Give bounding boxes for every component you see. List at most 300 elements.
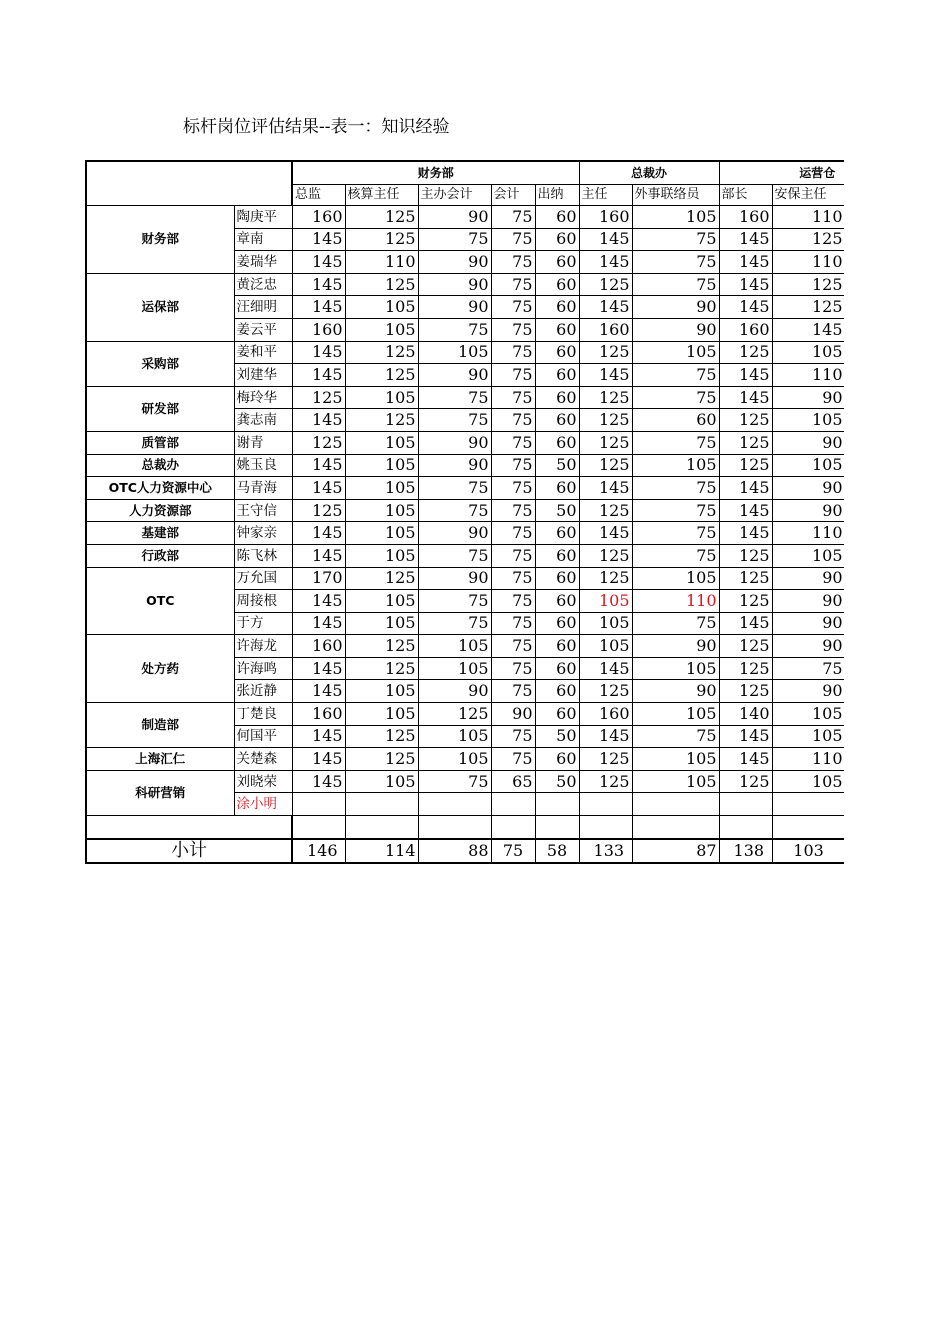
- table-row: [86, 567, 844, 590]
- score-cell: 75: [491, 499, 535, 522]
- subtotal-value: 58: [535, 839, 579, 863]
- score-cell: 145: [719, 477, 772, 500]
- score-cell: 145: [292, 251, 345, 274]
- score-cell: 90: [772, 590, 844, 613]
- score-cell: 145: [292, 296, 345, 319]
- score-cell: 75: [491, 318, 535, 341]
- score-cell: 145: [719, 522, 772, 545]
- score-cell: 145: [292, 364, 345, 387]
- score-cell: 60: [535, 386, 579, 409]
- score-cell: 125: [719, 454, 772, 477]
- score-cell: 145: [772, 318, 844, 341]
- employee-name-cell: 万允国: [234, 567, 292, 590]
- position-header: 会计: [491, 185, 535, 206]
- score-cell: 145: [292, 590, 345, 613]
- score-cell: 75: [491, 725, 535, 748]
- score-cell: 160: [719, 318, 772, 341]
- score-cell: 75: [491, 386, 535, 409]
- score-cell: 75: [632, 725, 719, 748]
- score-cell: 110: [345, 251, 418, 274]
- score-cell: 75: [418, 318, 491, 341]
- score-cell: 110: [772, 364, 844, 387]
- score-cell: 75: [491, 273, 535, 296]
- blank-cell: [418, 816, 491, 839]
- score-cell: 90: [632, 318, 719, 341]
- department-header: 总裁办: [579, 161, 719, 185]
- score-cell: 145: [719, 251, 772, 274]
- score-cell: 145: [719, 612, 772, 635]
- score-cell: 125: [719, 544, 772, 567]
- score-cell: 160: [719, 206, 772, 229]
- score-cell: 75: [632, 612, 719, 635]
- score-cell: 110: [772, 748, 844, 771]
- score-cell: 75: [491, 590, 535, 613]
- score-cell: 125: [345, 228, 418, 251]
- score-cell: 125: [345, 748, 418, 771]
- score-cell: 125: [719, 680, 772, 703]
- score-cell: 75: [491, 612, 535, 635]
- score-cell: 60: [632, 409, 719, 432]
- score-cell: 75: [491, 522, 535, 545]
- score-cell: 160: [292, 635, 345, 658]
- score-cell: 105: [418, 635, 491, 658]
- score-cell: 125: [345, 635, 418, 658]
- employee-name-cell: 于方: [234, 612, 292, 635]
- score-cell: 50: [535, 454, 579, 477]
- employee-name-cell: 张近静: [234, 680, 292, 703]
- score-cell: 105: [632, 341, 719, 364]
- blank-cell: [86, 816, 292, 839]
- score-cell: 60: [535, 273, 579, 296]
- score-cell: 125: [579, 567, 632, 590]
- department-group-cell: 制造部: [86, 703, 234, 748]
- score-cell: [535, 793, 579, 816]
- score-cell: 125: [772, 228, 844, 251]
- score-cell: 145: [292, 748, 345, 771]
- employee-name-cell: 梅玲华: [234, 386, 292, 409]
- score-cell: 60: [535, 477, 579, 500]
- score-cell: 125: [579, 544, 632, 567]
- score-cell: 105: [418, 725, 491, 748]
- employee-name-cell: 刘建华: [234, 364, 292, 387]
- score-cell: 105: [345, 477, 418, 500]
- blank-cell: [292, 816, 345, 839]
- score-cell: 75: [491, 657, 535, 680]
- score-cell: 145: [579, 251, 632, 274]
- score-cell: 105: [345, 454, 418, 477]
- score-cell: 60: [535, 409, 579, 432]
- employee-name-cell: 陶庚平: [234, 206, 292, 229]
- score-cell: 75: [491, 206, 535, 229]
- department-group-cell: 财务部: [86, 206, 234, 274]
- score-cell: 125: [292, 386, 345, 409]
- score-cell: 125: [719, 567, 772, 590]
- department-group-cell: 总裁办: [86, 454, 234, 477]
- table-row: [86, 703, 844, 726]
- score-cell: 75: [632, 386, 719, 409]
- department-group-cell: 质管部: [86, 431, 234, 454]
- employee-name-cell: 刘晓荣: [234, 770, 292, 793]
- score-cell: 75: [772, 657, 844, 680]
- score-cell: 125: [579, 770, 632, 793]
- score-cell: 105: [772, 703, 844, 726]
- score-cell: 125: [719, 770, 772, 793]
- score-cell: 125: [345, 341, 418, 364]
- score-cell: 125: [719, 657, 772, 680]
- score-cell: 105: [345, 296, 418, 319]
- score-cell: 75: [491, 228, 535, 251]
- score-cell: 105: [418, 657, 491, 680]
- score-cell: 75: [632, 364, 719, 387]
- score-cell: 90: [418, 522, 491, 545]
- score-cell: 60: [535, 228, 579, 251]
- score-cell: 110: [632, 590, 719, 613]
- score-cell: 75: [491, 635, 535, 658]
- score-cell: 90: [772, 386, 844, 409]
- blank-cell: [535, 816, 579, 839]
- table-row: [86, 273, 844, 296]
- score-cell: 60: [535, 318, 579, 341]
- score-cell: 105: [345, 680, 418, 703]
- blank-cell: [579, 816, 632, 839]
- position-header: 部长: [719, 185, 772, 206]
- blank-cell: [345, 816, 418, 839]
- score-cell: 145: [292, 477, 345, 500]
- score-cell: 50: [535, 499, 579, 522]
- employee-name-cell: 关楚森: [234, 748, 292, 771]
- position-header: 外事联络员: [632, 185, 719, 206]
- score-cell: 90: [418, 206, 491, 229]
- score-cell: 145: [292, 273, 345, 296]
- score-cell: 125: [345, 364, 418, 387]
- employee-name-cell: 钟家亲: [234, 522, 292, 545]
- blank-cell: [632, 816, 719, 839]
- score-cell: 75: [418, 612, 491, 635]
- score-cell: 90: [772, 680, 844, 703]
- score-cell: 75: [418, 770, 491, 793]
- score-cell: 105: [345, 544, 418, 567]
- score-cell: 125: [418, 703, 491, 726]
- table-row: [86, 477, 844, 500]
- score-cell: 75: [632, 499, 719, 522]
- employee-name-cell: 姜和平: [234, 341, 292, 364]
- employee-name-cell: 龚志南: [234, 409, 292, 432]
- table-row: [86, 454, 844, 477]
- table-row: [86, 499, 844, 522]
- score-cell: 105: [418, 341, 491, 364]
- score-cell: [345, 793, 418, 816]
- subtotal-row: [86, 839, 844, 863]
- score-cell: 125: [292, 499, 345, 522]
- employee-name-cell: 何国平: [234, 725, 292, 748]
- score-cell: [579, 793, 632, 816]
- score-cell: 65: [491, 770, 535, 793]
- employee-name-cell: 姚玉良: [234, 454, 292, 477]
- score-cell: 90: [418, 567, 491, 590]
- score-cell: 145: [719, 273, 772, 296]
- score-cell: 60: [535, 590, 579, 613]
- table-row: [86, 341, 844, 364]
- score-cell: 125: [579, 748, 632, 771]
- table-row: [86, 770, 844, 793]
- score-cell: 105: [772, 725, 844, 748]
- score-cell: 105: [772, 409, 844, 432]
- score-cell: 105: [632, 703, 719, 726]
- score-cell: 60: [535, 206, 579, 229]
- score-cell: 125: [579, 273, 632, 296]
- score-cell: 140: [719, 703, 772, 726]
- score-cell: 145: [719, 748, 772, 771]
- department-group-cell: 处方药: [86, 635, 234, 703]
- score-cell: 75: [491, 748, 535, 771]
- score-cell: 125: [345, 567, 418, 590]
- department-group-cell: 行政部: [86, 544, 234, 567]
- score-cell: 75: [491, 409, 535, 432]
- score-cell: 110: [772, 251, 844, 274]
- score-cell: 125: [579, 409, 632, 432]
- table-row: [86, 522, 844, 545]
- score-cell: 145: [719, 725, 772, 748]
- score-cell: 145: [292, 228, 345, 251]
- score-cell: 145: [579, 364, 632, 387]
- department-group-cell: 基建部: [86, 522, 234, 545]
- score-cell: 125: [345, 657, 418, 680]
- score-cell: 90: [632, 635, 719, 658]
- department-group-cell: OTC人力资源中心: [86, 477, 234, 500]
- score-cell: 75: [491, 454, 535, 477]
- department-group-cell: OTC: [86, 567, 234, 635]
- employee-name-cell: 丁楚良: [234, 703, 292, 726]
- score-cell: 75: [491, 296, 535, 319]
- score-cell: 60: [535, 567, 579, 590]
- score-cell: 90: [418, 364, 491, 387]
- score-cell: 145: [579, 522, 632, 545]
- score-cell: 105: [632, 454, 719, 477]
- score-cell: 105: [772, 544, 844, 567]
- score-cell: 160: [292, 206, 345, 229]
- subtotal-value: 87: [632, 839, 719, 863]
- score-cell: 145: [292, 770, 345, 793]
- score-cell: 125: [579, 499, 632, 522]
- score-cell: 125: [345, 206, 418, 229]
- employee-name-cell: 涂小明: [234, 793, 292, 816]
- employee-name-cell: 黄泛忠: [234, 273, 292, 296]
- score-cell: [719, 793, 772, 816]
- score-cell: 125: [345, 725, 418, 748]
- corner-cell: [86, 161, 292, 206]
- department-group-cell: 人力资源部: [86, 499, 234, 522]
- score-cell: 145: [292, 409, 345, 432]
- score-cell: 75: [491, 364, 535, 387]
- table-row: [86, 748, 844, 771]
- score-cell: 160: [579, 703, 632, 726]
- score-cell: 105: [579, 635, 632, 658]
- position-header: 出纳: [535, 185, 579, 206]
- score-cell: [772, 793, 844, 816]
- score-cell: 75: [632, 431, 719, 454]
- score-cell: 125: [719, 409, 772, 432]
- department-group-cell: 上海汇仁: [86, 748, 234, 771]
- score-cell: 75: [418, 590, 491, 613]
- subtotal-value: 75: [491, 839, 535, 863]
- score-cell: 160: [292, 318, 345, 341]
- score-cell: 75: [632, 251, 719, 274]
- score-cell: 75: [632, 273, 719, 296]
- score-cell: 105: [632, 206, 719, 229]
- score-cell: 125: [292, 431, 345, 454]
- score-cell: 145: [292, 341, 345, 364]
- score-cell: 75: [632, 522, 719, 545]
- score-cell: 105: [345, 612, 418, 635]
- score-cell: 125: [345, 409, 418, 432]
- score-cell: 145: [292, 612, 345, 635]
- employee-name-cell: 马青海: [234, 477, 292, 500]
- score-cell: 90: [772, 635, 844, 658]
- table-row: [86, 544, 844, 567]
- score-cell: 105: [772, 341, 844, 364]
- score-cell: 110: [772, 522, 844, 545]
- blank-cell: [719, 816, 772, 839]
- score-cell: 125: [719, 431, 772, 454]
- department-group-cell: 采购部: [86, 341, 234, 386]
- score-cell: 75: [632, 544, 719, 567]
- score-cell: 90: [772, 499, 844, 522]
- department-group-cell: 运保部: [86, 273, 234, 341]
- score-cell: 90: [418, 251, 491, 274]
- score-cell: [491, 793, 535, 816]
- score-cell: 125: [579, 454, 632, 477]
- score-cell: 75: [418, 386, 491, 409]
- score-cell: 60: [535, 431, 579, 454]
- score-cell: 105: [579, 612, 632, 635]
- score-cell: 60: [535, 748, 579, 771]
- department-header: 运营仓: [719, 161, 844, 185]
- score-cell: 75: [491, 341, 535, 364]
- score-cell: 145: [292, 522, 345, 545]
- employee-name-cell: 章南: [234, 228, 292, 251]
- score-cell: 90: [418, 296, 491, 319]
- score-cell: 75: [632, 477, 719, 500]
- score-cell: 75: [491, 567, 535, 590]
- score-cell: 145: [579, 657, 632, 680]
- subtotal-value: 103: [772, 839, 844, 863]
- page-title: 标杆岗位评估结果--表一：知识经验: [183, 117, 450, 137]
- employee-name-cell: 周接根: [234, 590, 292, 613]
- score-cell: 60: [535, 635, 579, 658]
- score-cell: 160: [292, 703, 345, 726]
- score-cell: 75: [418, 544, 491, 567]
- score-cell: 145: [579, 725, 632, 748]
- score-cell: 145: [719, 296, 772, 319]
- score-cell: 90: [491, 703, 535, 726]
- score-cell: 125: [345, 273, 418, 296]
- employee-name-cell: 汪细明: [234, 296, 292, 319]
- employee-name-cell: 许海龙: [234, 635, 292, 658]
- score-cell: 105: [345, 499, 418, 522]
- score-cell: 105: [345, 590, 418, 613]
- table-row: [86, 206, 844, 229]
- score-cell: 60: [535, 703, 579, 726]
- blank-row: [86, 816, 844, 839]
- score-cell: 105: [345, 431, 418, 454]
- score-cell: 75: [632, 228, 719, 251]
- score-cell: 105: [632, 657, 719, 680]
- score-cell: 145: [719, 499, 772, 522]
- score-cell: 90: [772, 567, 844, 590]
- subtotal-value: 114: [345, 839, 418, 863]
- score-cell: 145: [719, 228, 772, 251]
- score-cell: 105: [345, 522, 418, 545]
- department-group-cell: 研发部: [86, 386, 234, 431]
- score-cell: 90: [632, 680, 719, 703]
- score-cell: 105: [345, 770, 418, 793]
- score-cell: 145: [719, 386, 772, 409]
- position-header: 主办会计: [418, 185, 491, 206]
- score-cell: 50: [535, 725, 579, 748]
- position-header: 主任: [579, 185, 632, 206]
- score-cell: 145: [579, 477, 632, 500]
- score-cell: 90: [632, 296, 719, 319]
- score-cell: 50: [535, 770, 579, 793]
- score-cell: 125: [719, 635, 772, 658]
- score-cell: 145: [579, 228, 632, 251]
- subtotal-value: 146: [292, 839, 345, 863]
- department-header: 财务部: [292, 161, 579, 185]
- score-cell: 60: [535, 657, 579, 680]
- score-cell: 90: [418, 454, 491, 477]
- score-cell: 90: [418, 431, 491, 454]
- score-cell: 110: [772, 206, 844, 229]
- subtotal-value: 133: [579, 839, 632, 863]
- score-cell: 105: [579, 590, 632, 613]
- score-cell: 160: [579, 318, 632, 341]
- score-cell: 105: [632, 567, 719, 590]
- score-cell: 105: [772, 454, 844, 477]
- table-row: [86, 386, 844, 409]
- score-cell: 145: [579, 296, 632, 319]
- table-row: [86, 635, 844, 658]
- score-cell: 145: [292, 657, 345, 680]
- score-cell: 145: [719, 364, 772, 387]
- position-header: 总监: [292, 185, 345, 206]
- employee-name-cell: 姜云平: [234, 318, 292, 341]
- score-cell: 125: [772, 273, 844, 296]
- employee-name-cell: 许海鸣: [234, 657, 292, 680]
- blank-cell: [491, 816, 535, 839]
- score-cell: 105: [632, 748, 719, 771]
- score-cell: 145: [292, 454, 345, 477]
- score-cell: 145: [292, 544, 345, 567]
- score-cell: 125: [579, 431, 632, 454]
- blank-cell: [772, 816, 844, 839]
- score-cell: 60: [535, 251, 579, 274]
- score-cell: 60: [535, 544, 579, 567]
- subtotal-value: 138: [719, 839, 772, 863]
- score-cell: 105: [632, 770, 719, 793]
- score-cell: 90: [418, 680, 491, 703]
- score-cell: 105: [345, 318, 418, 341]
- score-cell: 90: [772, 612, 844, 635]
- score-cell: 75: [491, 477, 535, 500]
- employee-name-cell: 陈飞林: [234, 544, 292, 567]
- employee-name-cell: 王守信: [234, 499, 292, 522]
- score-cell: 60: [535, 296, 579, 319]
- subtotal-value: 88: [418, 839, 491, 863]
- score-cell: 75: [418, 409, 491, 432]
- score-cell: [632, 793, 719, 816]
- score-cell: 125: [719, 341, 772, 364]
- score-cell: 90: [418, 273, 491, 296]
